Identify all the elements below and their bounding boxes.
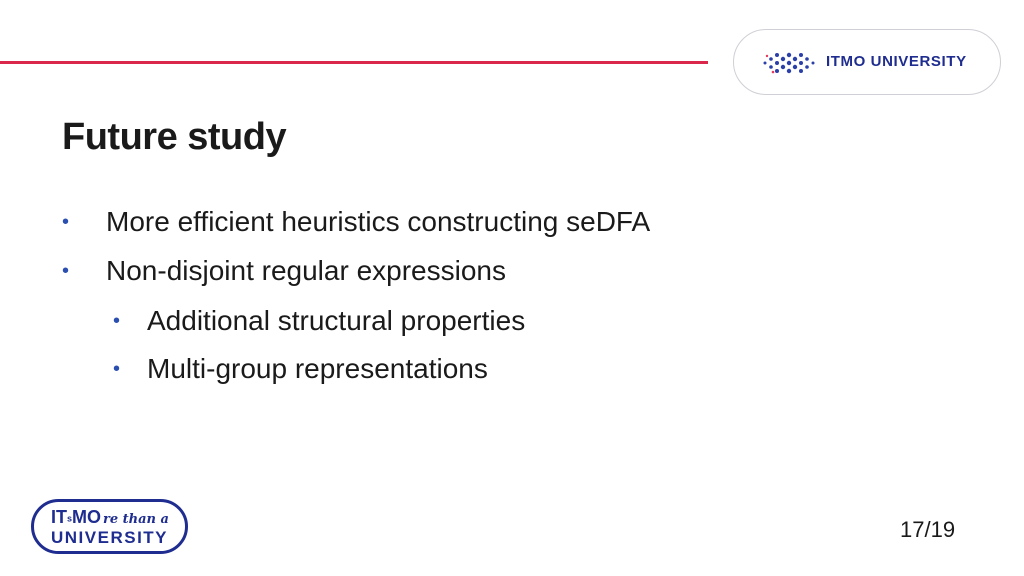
bullet-icon: • [62, 259, 70, 282]
bullet-text: More efficient heuristics constructing seDFA [106, 206, 651, 237]
footer-logo-line1: ITsMO re than a [51, 507, 169, 527]
header-accent-rule [0, 61, 708, 64]
list-item [62, 206, 650, 238]
itmo-logo-badge [733, 29, 1001, 95]
footer-logo-line2: UNIVERSITY [51, 528, 169, 547]
list-item [113, 305, 525, 337]
itmo-dots-logo-icon [761, 50, 821, 76]
bullet-icon: • [113, 309, 121, 332]
bullet-icon: • [113, 357, 121, 380]
list-item [62, 255, 506, 287]
slide-title: Future study [62, 116, 287, 158]
list-item [113, 353, 488, 385]
bullet-text: Non-disjoint regular expressions [106, 255, 506, 286]
page-number: 17/19 [900, 517, 956, 542]
itmore-than-a-university-logo [31, 499, 188, 554]
itmo-logo-text: ITMO UNIVERSITY [826, 53, 967, 70]
bullet-icon: • [62, 210, 70, 233]
bullet-text: Additional structural properties [147, 305, 526, 336]
bullet-text: Multi-group representations [147, 353, 488, 384]
